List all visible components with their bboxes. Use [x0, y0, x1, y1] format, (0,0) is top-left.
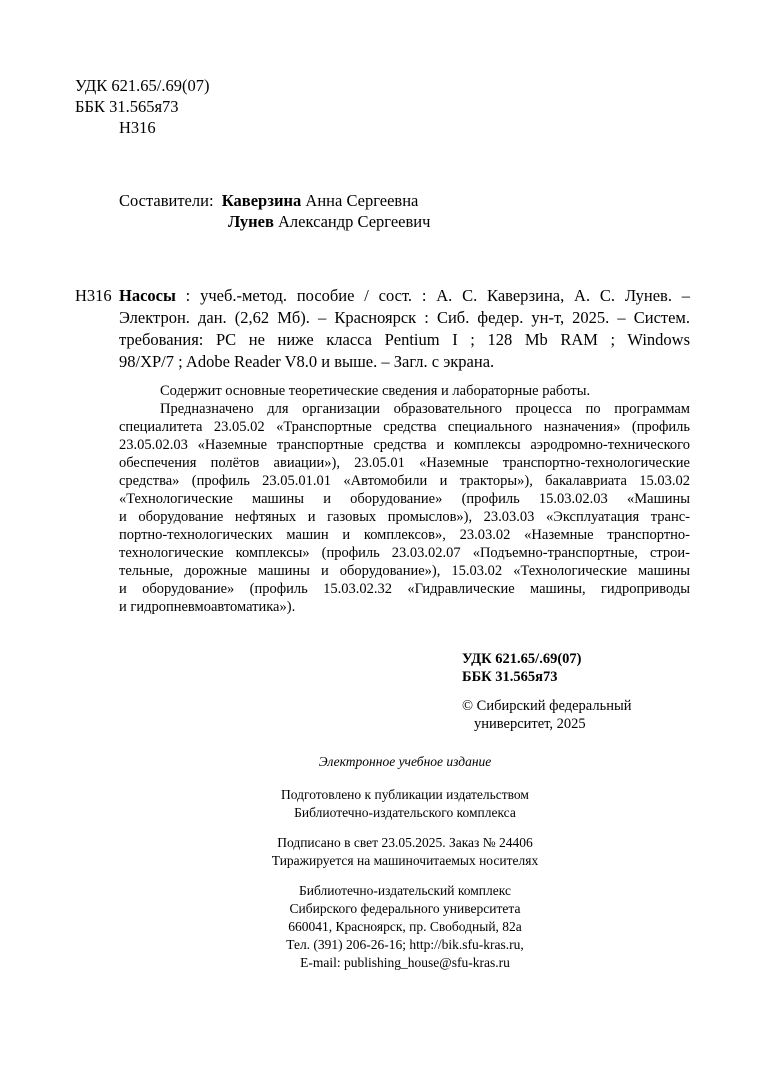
copyright-line-1: © Сибирский федеральный — [462, 698, 632, 714]
publisher-line-1: Библиотечно-издательский комплекс — [299, 883, 511, 898]
abstract-line: тельные, дорожные машины и оборудование»), 15.03.02 «Технологические машины — [119, 563, 690, 579]
compilers-line-2 — [228, 211, 430, 233]
publisher-line-4: Тел. (391) 206-26-16; http://bik.sfu-kras.ru, — [286, 937, 524, 952]
bib-line-1-rest: : учеб.-метод. пособие / сост. : А. С. Каверзина, А. С. Лунев. – — [175, 286, 690, 305]
bib-title: Насосы — [119, 286, 176, 305]
compiler-1-name: Анна Сергеевна — [301, 191, 419, 210]
bib-line-3: требования: PC не ниже класса Pentium I ; 128 Mb RAM ; Windows — [119, 330, 690, 349]
publisher-block — [240, 882, 570, 972]
edition-type — [240, 753, 570, 771]
compiler-2-name: Александр Сергеевич — [273, 212, 431, 231]
right-udk-code: УДК 621.65/.69(07) — [462, 651, 582, 667]
abstract-line: средства» (профиль 23.05.01.01 «Автомобили и тракторы»), бакалавриата 15.03.02 — [119, 473, 690, 489]
publisher-line-2: Сибирского федерального университета — [289, 901, 521, 916]
abstract-line: и оборудование» (профиль 15.03.02.32 «Гидравлические машины, гидроприводы — [119, 581, 690, 597]
signed-block — [240, 834, 570, 870]
edition-type-text: Электронное учебное издание — [318, 754, 492, 769]
abstract-line: специалитета 23.05.02 «Транспортные средства специального назначения» (профиль — [119, 419, 690, 435]
abstract-line: и гидропневмоавтоматика»). — [119, 599, 296, 615]
abstract-line: и оборудование нефтяных и газовых промыслов»), 23.03.03 «Эксплуатация транс- — [119, 509, 690, 525]
udk-code: УДК 621.65/.69(07) — [75, 76, 210, 95]
publisher-line-3: 660041, Красноярск, пр. Свободный, 82а — [288, 919, 522, 934]
bib-line-4: 98/XP/7 ; Adobe Reader V8.0 и выше. – Загл. с экрана. — [119, 352, 495, 371]
copyright-line-2: университет, 2025 — [474, 716, 586, 732]
compilers-line-1 — [119, 190, 418, 212]
abstract-line: технологические комплексы» (профиль 23.03.02.07 «Подъемно-транспортные, строи- — [119, 545, 690, 561]
prepared-line-2: Библиотечно-издательского комплекса — [294, 805, 516, 820]
right-bbk-code: ББК 31.565я73 — [462, 669, 558, 685]
author-sign: Н316 — [119, 118, 156, 137]
prepared-block — [240, 786, 570, 822]
abstract-summary: Содержит основные теоретические сведения и лабораторные работы. — [160, 383, 591, 399]
abstract-body — [119, 400, 690, 616]
signed-line-1: Подписано в свет 23.05.2025. Заказ № 24406 — [277, 835, 533, 850]
compilers-label: Составители: — [119, 191, 214, 210]
prepared-line-1: Подготовлено к публикации издательством — [281, 787, 529, 802]
bib-sign: Н316 — [75, 286, 112, 305]
abstract-line: портно-технологических машин и комплексов», 23.03.02 «Наземные транспортно- — [119, 527, 690, 543]
publisher-line-5: E-mail: publishing_house@sfu-kras.ru — [300, 955, 510, 970]
bib-line-1 — [119, 285, 690, 307]
compiler-2-surname: Лунев — [228, 212, 274, 231]
bib-line-2: Электрон. дан. (2,62 Мб). – Красноярск : Сиб. федер. ун-т, 2025. – Систем. — [119, 308, 690, 327]
signed-line-2: Тиражируется на машиночитаемых носителях — [271, 853, 539, 868]
abstract-line: «Технологические машины и оборудование» (профиль 15.03.02.03 «Машины — [119, 491, 690, 507]
abstract-line: Предназначено для организации образовательного процесса по программам — [160, 401, 690, 417]
bib-record — [119, 285, 690, 373]
abstract-line: 23.05.02.03 «Наземные транспортные средства и комплексы аэродромно-технического — [119, 437, 690, 453]
bbk-code: ББК 31.565я73 — [75, 97, 179, 116]
compiler-1-surname: Каверзина — [221, 191, 302, 210]
abstract-line: обеспечения полётов авиации»), 23.05.01 «Наземные транспортно-технологические — [119, 455, 690, 471]
